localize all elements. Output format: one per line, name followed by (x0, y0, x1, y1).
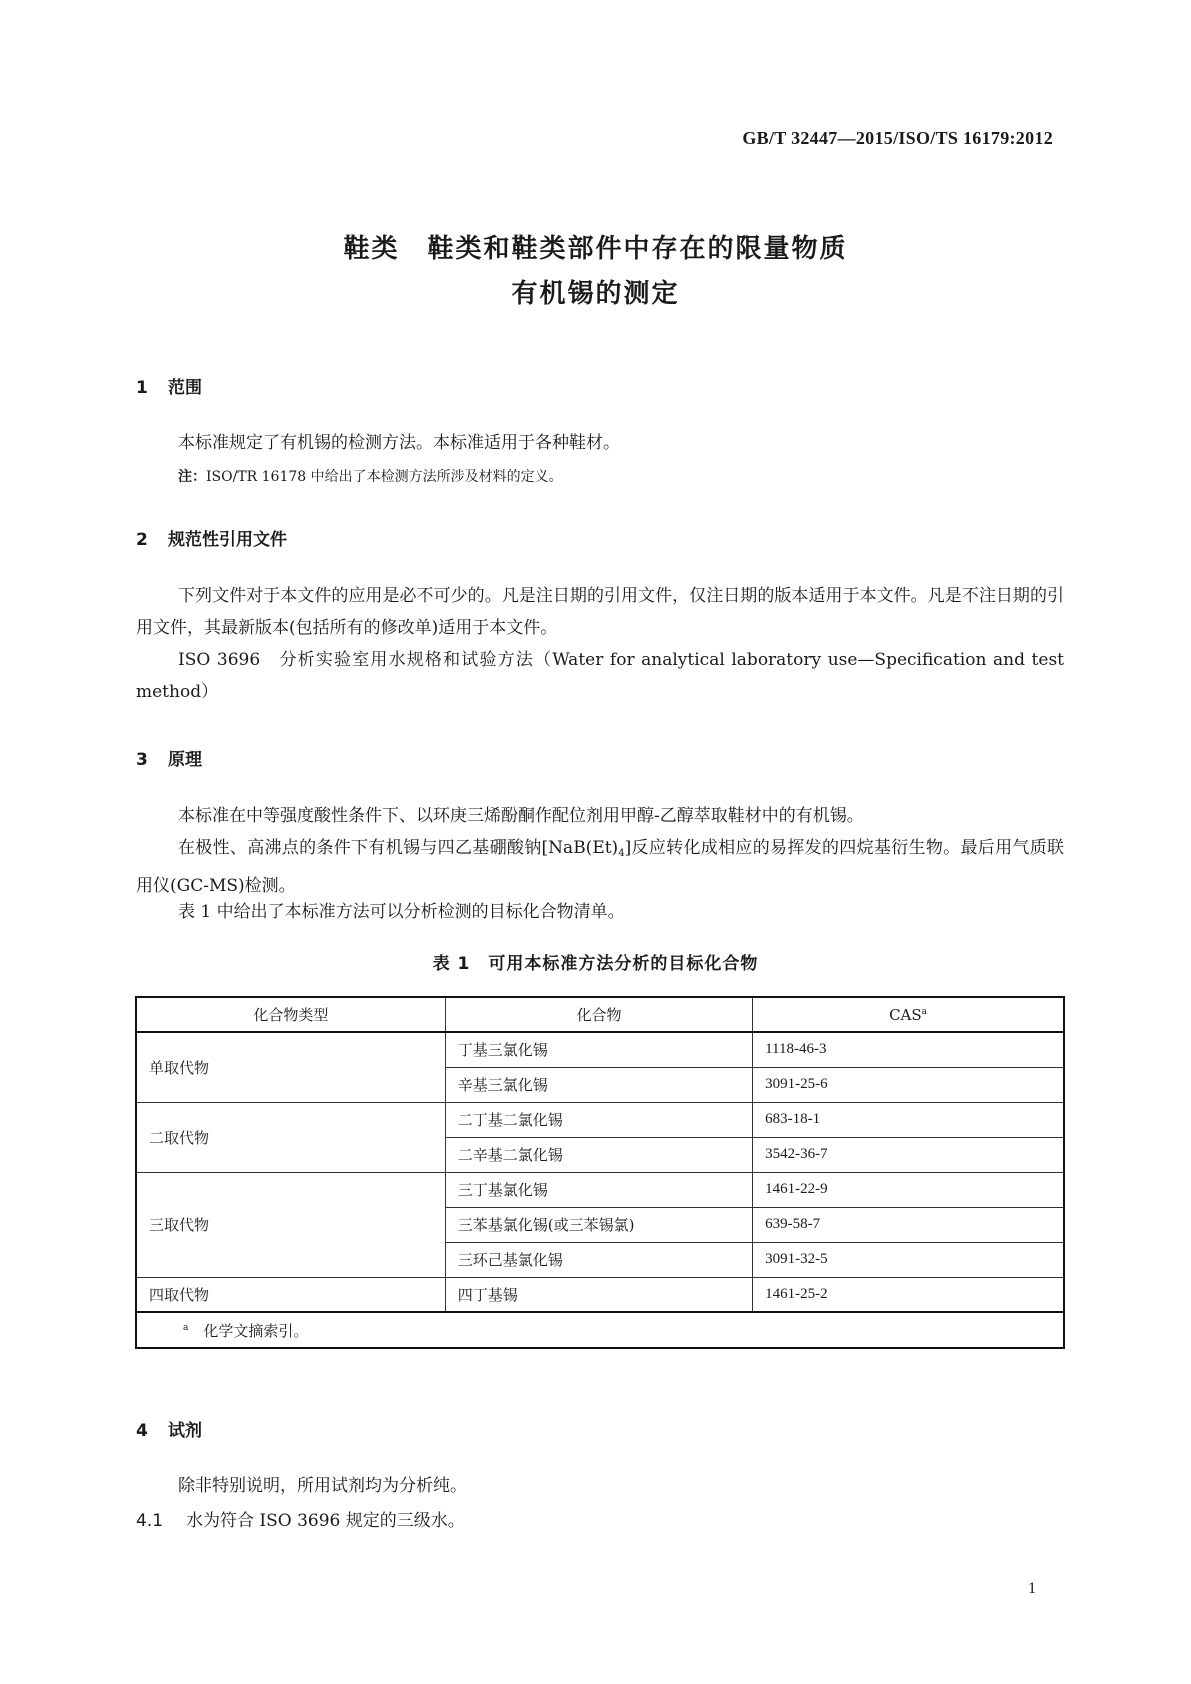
section-title: 原理 (168, 750, 202, 770)
type-cell: 单取代物 (136, 1032, 445, 1102)
table-caption: 表 1 可用本标准方法分析的目标化合物 (432, 954, 759, 974)
section-2-paragraph-2: ISO 3696 分析实验室用水规格和试验方法（Water for analytical laboratory use—Specification and test method） (136, 650, 1064, 702)
section-3-paragraph-2 (136, 832, 1064, 902)
note-label: 注： (178, 469, 206, 485)
table-row (136, 1172, 1064, 1207)
table-row (136, 1102, 1064, 1137)
cas-cell: 1461-25-2 (753, 1277, 1064, 1312)
paragraph-text: 在极性、高沸点的条件下有机锡与四乙基硼酸钠[NaB(Et) (178, 838, 619, 858)
type-cell: 三取代物 (136, 1172, 445, 1277)
page-number: 1 (1028, 1580, 1036, 1597)
footnote-marker: a (183, 1322, 189, 1333)
section-4-paragraph: 除非特别说明，所用试剂均为分析纯。 (178, 1476, 467, 1496)
section-4-heading (136, 1416, 202, 1441)
cas-cell: 683-18-1 (753, 1102, 1064, 1137)
compound-cell: 丁基三氯化锡 (445, 1032, 752, 1067)
compound-cell: 四丁基锡 (445, 1277, 752, 1312)
table-row (136, 1032, 1064, 1067)
section-number: 3 (136, 750, 148, 770)
section-1-heading (136, 373, 202, 398)
section-number: 4 (136, 1421, 148, 1441)
cas-cell: 1461-22-9 (753, 1172, 1064, 1207)
type-cell: 二取代物 (136, 1102, 445, 1172)
cas-cell: 3091-32-5 (753, 1242, 1064, 1277)
compound-cell: 二丁基二氯化锡 (445, 1102, 752, 1137)
table-footnote-row (136, 1312, 1064, 1348)
compound-cell: 辛基三氯化锡 (445, 1067, 752, 1102)
header-compound: 化合物 (445, 997, 752, 1032)
subscript: 4 (618, 848, 625, 859)
section-title: 试剂 (168, 1421, 202, 1441)
cas-cell: 639-58-7 (753, 1207, 1064, 1242)
document-title-line2: 有机锡的测定 (511, 279, 680, 309)
section-3-heading (136, 745, 202, 770)
header-cas (753, 997, 1064, 1032)
compound-cell: 三丁基氯化锡 (445, 1172, 752, 1207)
table-header-row (136, 997, 1064, 1032)
paragraph-text: ]反应转化成相应的易挥发的四烷基衍生物。最后用气质联用仪(GC-MS)检测。 (136, 838, 1065, 896)
section-title: 范围 (168, 378, 202, 398)
header-cas-label: CAS (889, 1005, 922, 1024)
compound-cell: 二辛基二氯化锡 (445, 1137, 752, 1172)
compound-cell: 三环己基氯化锡 (445, 1242, 752, 1277)
note-text: ISO/TR 16178 中给出了本检测方法所涉及材料的定义。 (206, 469, 563, 485)
compound-cell: 三苯基氯化锡(或三苯锡氯) (445, 1207, 752, 1242)
table-footnote (136, 1312, 1064, 1348)
standard-code: GB/T 32447—2015/ISO/TS 16179:2012 (742, 128, 1053, 148)
cas-cell: 1118-46-3 (753, 1032, 1064, 1067)
footnote-marker: a (921, 1006, 928, 1017)
section-number: 1 (136, 378, 148, 398)
section-number: 2 (136, 530, 148, 550)
header-type: 化合物类型 (136, 997, 445, 1032)
section-title: 规范性引用文件 (168, 530, 287, 550)
compound-table (135, 996, 1065, 1349)
cas-cell: 3542-36-7 (753, 1137, 1064, 1172)
subclause-4-1 (136, 1506, 465, 1531)
cas-cell: 3091-25-6 (753, 1067, 1064, 1102)
subclause-text: 水为符合 ISO 3696 规定的三级水。 (186, 1511, 465, 1531)
section-2-paragraph-1: 下列文件对于本文件的应用是必不可少的。凡是注日期的引用文件，仅注日期的版本适用于本文件。凡是不注日期的引用文件，其最新版本(包括所有的修改单)适用于本文件。 (136, 586, 1064, 638)
section-3-paragraph-1: 本标准在中等强度酸性条件下、以环庚三烯酚酮作配位剂用甲醇-乙醇萃取鞋材中的有机锡。 (178, 806, 864, 826)
document-title-line1: 鞋类 鞋类和鞋类部件中存在的限量物质 (343, 234, 848, 264)
section-3-paragraph-3: 表 1 中给出了本标准方法可以分析检测的目标化合物清单。 (178, 902, 625, 922)
table-row (136, 1277, 1064, 1312)
subclause-number: 4.1 (136, 1511, 164, 1531)
section-2-heading (136, 525, 287, 550)
footnote-text: 化学文摘索引。 (203, 1321, 309, 1340)
section-1-paragraph: 本标准规定了有机锡的检测方法。本标准适用于各种鞋材。 (178, 433, 620, 453)
type-cell: 四取代物 (136, 1277, 445, 1312)
section-1-note (178, 466, 563, 486)
